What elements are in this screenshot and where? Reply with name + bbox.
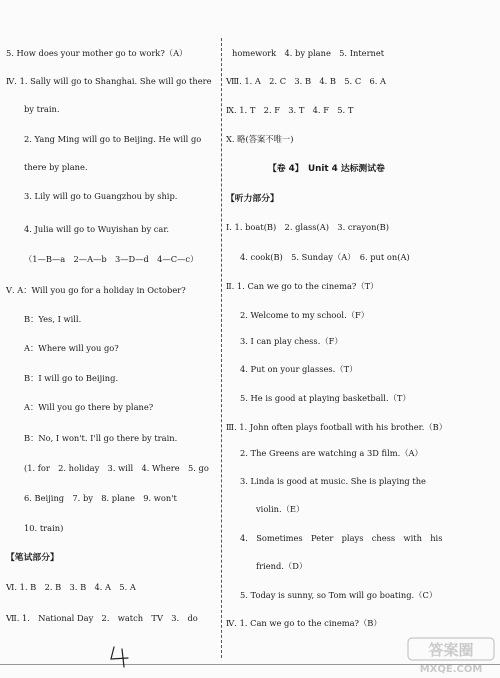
answer-line: 2. The Greens are watching a 3D film.（A） xyxy=(240,448,423,458)
answer-line: Ⅰ. 1. boat(B) 2. glass(A) 3. crayon(B) xyxy=(226,222,390,232)
answer-line: A：Will you go there by plane? xyxy=(24,402,154,412)
answer-line: 2. Yang Ming will go to Beijing. He will go xyxy=(24,134,202,144)
answer-line: there by plane. xyxy=(24,162,88,172)
answer-line: 4. Put on your glasses.（T） xyxy=(240,364,358,374)
answer-line: Ⅵ. 1. B 2. B 3. B 4. A 5. A xyxy=(6,582,136,592)
answer-line: 10. train) xyxy=(24,523,64,533)
answer-line: Ⅳ. 1. Sally will go to Shanghai. She will go there xyxy=(6,76,212,86)
column-divider xyxy=(221,38,222,658)
answer-line: friend.（D） xyxy=(256,561,308,571)
answer-line: 3. I can play chess.（F） xyxy=(240,336,343,346)
section-heading: 【笔试部分】 xyxy=(6,553,59,563)
answer-line: A：Where will you go? xyxy=(24,343,119,353)
handwritten-page-number-icon xyxy=(108,645,134,669)
answer-line: Ⅹ. 略(答案不唯一) xyxy=(226,134,294,144)
answer-line: 5. Today is sunny, so Tom will go boating.（C） xyxy=(240,590,438,600)
answer-line: Ⅸ. 1. T 2. F 3. T 4. F 5. T xyxy=(226,105,354,115)
svg-text:答案圈: 答案圈 xyxy=(428,641,474,659)
answer-line: 6. Beijing 7. by 8. plane 9. won't xyxy=(24,493,177,503)
answer-line: 4. Sometimes Peter plays chess with his xyxy=(240,533,443,543)
answer-line: 3. Lily will go to Guangzhou by ship. xyxy=(24,191,178,201)
answer-line: homework 4. by plane 5. Internet xyxy=(232,48,385,58)
watermark-logo-icon xyxy=(406,636,496,676)
answer-line: 4. cook(B) 5. Sunday（A） 6. put on(A) xyxy=(240,252,410,262)
answer-line: Ⅷ. 1. A 2. C 3. B 4. B 5. C 6. A xyxy=(226,76,387,86)
answer-line: Ⅳ. 1. Can we go to the cinema?（B） xyxy=(226,618,382,628)
answer-line: violin.（E） xyxy=(256,504,305,514)
answer-line: Ⅲ. 1. John often plays football with his brother.（B） xyxy=(226,422,448,432)
answer-line: （1—B—a 2—A—b 3—D—d 4—C—c） xyxy=(24,254,199,264)
section-heading: 【听力部分】 xyxy=(226,194,279,204)
answer-line: 2. Welcome to my school.（F） xyxy=(240,310,370,320)
answer-line: 3. Linda is good at music. She is playing the xyxy=(240,476,426,486)
answer-line: (1. for 2. holiday 3. will 4. Where 5. go xyxy=(24,463,209,473)
answer-line: Ⅱ. 1. Can we go to the cinema?（T） xyxy=(226,281,379,291)
test-title: 【卷 4】 Unit 4 达标测试卷 xyxy=(268,164,385,174)
answer-line: B：Yes, I will. xyxy=(24,314,82,324)
answer-line: Ⅶ. 1. National Day 2. watch TV 3. do xyxy=(6,613,198,623)
svg-text:4: 4 xyxy=(108,645,109,646)
answer-line: B：I will go to Beijing. xyxy=(24,373,119,383)
answer-line: 4. Julia will go to Wuyishan by car. xyxy=(24,224,170,234)
svg-text:MXQE.COM: MXQE.COM xyxy=(419,664,483,675)
answer-line: B：No, I won't. I'll go there by train. xyxy=(24,433,178,443)
answer-line: by train. xyxy=(24,104,60,114)
answer-line: Ⅴ. A：Will you go for a holiday in October? xyxy=(6,285,186,295)
answer-line: 5. How does your mother go to work?（A） xyxy=(6,48,188,58)
answer-line: 5. He is good at playing basketball.（T） xyxy=(240,393,411,403)
